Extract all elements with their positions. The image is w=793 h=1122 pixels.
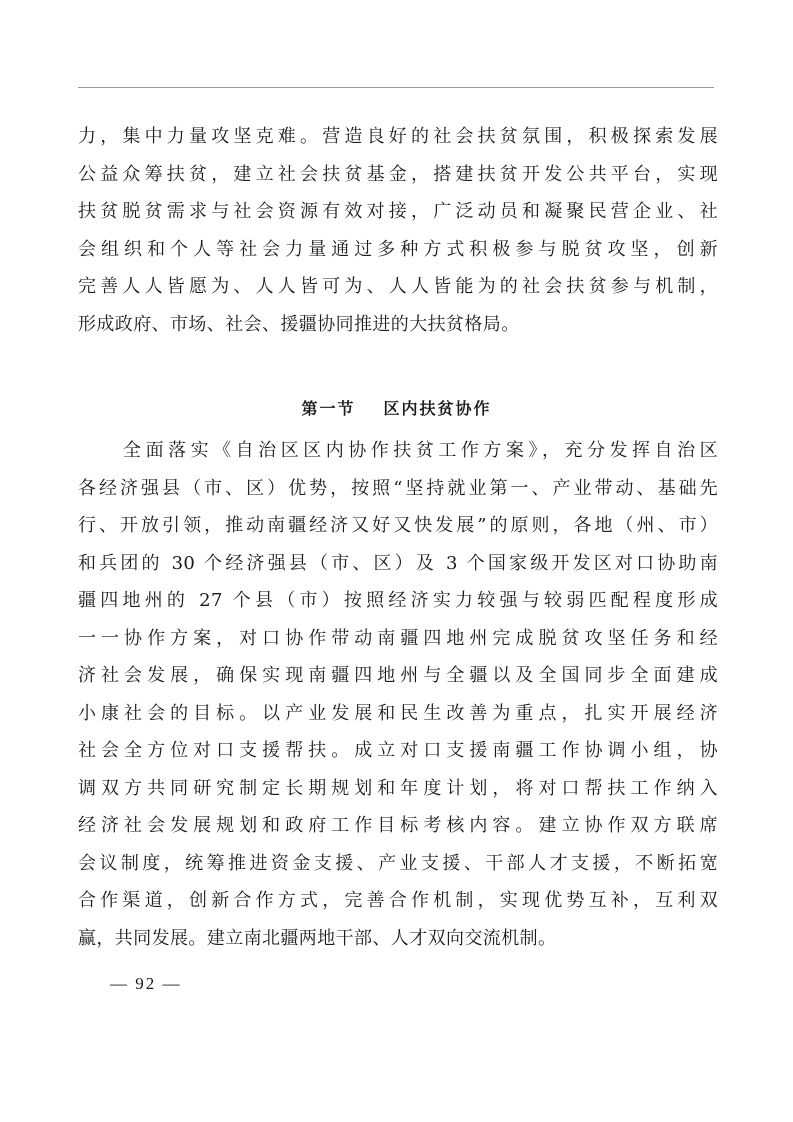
paragraph-body: [78, 432, 718, 957]
header-rule: [78, 87, 714, 88]
text-line: 社会全方位对口支援帮扶。成立对口支援南疆工作协调小组，协: [78, 740, 718, 761]
text-line: 调双方共同研究制定长期规划和年度计划，将对口帮扶工作纳入: [78, 777, 718, 799]
text-line: 扶贫脱贫需求与社会资源有效对接，广泛动员和凝聚民营企业、社: [78, 201, 718, 222]
text-line: 小康社会的目标。以产业发展和民生改善为重点，扎实开展经济: [78, 702, 718, 724]
text-line: 行、开放引领，推动南疆经济又好又快发展”的原则，各地（州、市）: [78, 515, 718, 536]
paragraph-intro: [78, 118, 718, 343]
text-line: 济社会发展，确保实现南疆四地州与全疆以及全国同步全面建成: [78, 665, 718, 686]
text-line: 会议制度，统筹推进资金支援、产业支援、干部人才支援，不断拓宽: [78, 852, 718, 874]
text-line: 力，集中力量攻坚克难。营造良好的社会扶贫氛围，积极探索发展: [78, 126, 718, 147]
text-line: 公益众筹扶贫，建立社会扶贫基金，搭建扶贫开发公共平台，实现: [78, 163, 718, 185]
text-line: 形成政府、市场、社会、援疆协同推进的大扶贫格局。: [78, 313, 520, 335]
text-line: 经济社会发展规划和政府工作目标考核内容。建立协作双方联席: [78, 815, 718, 836]
text-line: 完善人人皆愿为、人人皆可为、人人皆能为的社会扶贫参与机制，: [78, 276, 718, 297]
text-line: 赢，共同发展。建立南北疆两地干部、人才双向交流机制。: [78, 927, 557, 949]
page-number: — 92 —: [110, 974, 182, 993]
text-line: 会组织和个人等社会力量通过多种方式积极参与脱贫攻坚，创新: [78, 238, 718, 260]
section-title: 区内扶贫协作: [383, 399, 492, 418]
section-heading: [0, 396, 793, 419]
text-line: 疆四地州的 27 个县（市）按照经济实力较强与较弱匹配程度形成: [78, 590, 718, 611]
text-line: 和兵团的 30 个经济强县（市、区）及 3 个国家级开发区对口协助南: [78, 552, 718, 574]
text-line: 全面落实《自治区区内协作扶贫工作方案》，充分发挥自治区: [78, 440, 718, 461]
text-line: 一一协作方案，对口协作带动南疆四地州完成脱贫攻坚任务和经: [78, 627, 718, 649]
text-line: 合作渠道，创新合作方式，完善合作机制，实现优势互补，互利双: [78, 890, 718, 911]
section-number: 第一节: [301, 399, 356, 418]
text-line: 各经济强县（市、区）优势，按照“坚持就业第一、产业带动、基础先: [78, 477, 718, 499]
